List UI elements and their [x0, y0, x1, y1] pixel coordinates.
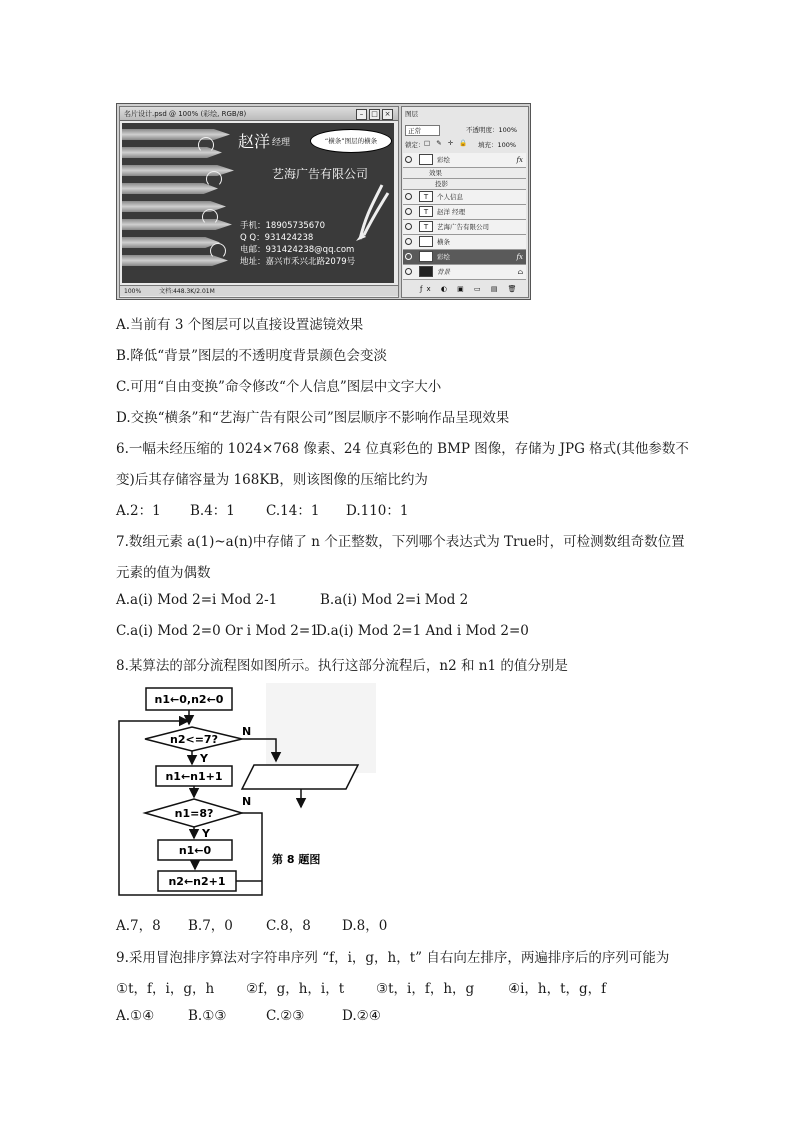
minimize-icon: –: [356, 109, 367, 120]
q5-option-d: D.交换“横条”和“艺海广告有限公司”图层顺序不影响作品呈现效果: [116, 410, 510, 426]
q6-option-c: C.14：1: [266, 503, 320, 519]
q7-stem-line2: 元素的值为偶数: [116, 565, 211, 581]
q9-seq-3: ③t，i，f，h，g: [376, 981, 475, 997]
q6-option-a: A.2：1: [116, 503, 161, 519]
q9-stem: 9.采用冒泡排序算法对字符串序列 “f，i，g，h，t” 自右向左排序，两遍排序后的序列可能为: [116, 950, 670, 966]
layer-thumbnail: [419, 154, 433, 165]
eye-icon[interactable]: [405, 268, 412, 275]
q9-option-d: D.②④: [342, 1008, 381, 1024]
eye-icon[interactable]: [405, 208, 412, 215]
effects-row: [403, 168, 526, 179]
q7-option-b: B.a(i) Mod 2=i Mod 2: [320, 592, 469, 608]
flow-init-text: n1←0,n2←0: [154, 693, 224, 706]
fx-icon: fx: [516, 156, 523, 164]
layers-panel: [401, 106, 529, 298]
card-qq: Q Q：931424238: [240, 233, 314, 243]
q8-option-b: B.7，0: [188, 918, 233, 934]
brush-icon: [352, 175, 392, 245]
card-name: 赵洋: [238, 132, 271, 151]
q6-option-d: D.110：1: [346, 503, 409, 519]
document-title: 名片设计.psd @ 100% (彩绘, RGB/8): [120, 107, 398, 121]
close-icon: ×: [382, 109, 393, 120]
card-email: 电邮：931424238@qq.com: [240, 245, 355, 255]
lock-icon: ⌂: [517, 268, 523, 276]
panel-footer-icons[interactable]: ƒx ◐ ▣ ▭ ▤ 🗑: [420, 285, 521, 293]
q7-stem-line1: 7.数组元素 a(1)~a(n)中存储了 n 个正整数，下列哪个表达式为 True时，可检测数组奇数位置: [116, 534, 685, 550]
callout-bubble: “横条”图层的横条: [310, 129, 392, 153]
eye-icon[interactable]: [405, 253, 412, 260]
q6-stem-line1: 6.一幅未经压缩的 1024×768 像素、24 位真彩色的 BMP 图像，存储为 JPG 格式(其他参数不: [116, 441, 689, 457]
q6-option-b: B.4：1: [190, 503, 235, 519]
q9-option-b: B.①③: [188, 1008, 227, 1024]
layer-row[interactable]: [403, 235, 526, 250]
layers-tab[interactable]: 图层: [405, 110, 418, 118]
opacity-field[interactable]: 不透明度：100%: [466, 126, 518, 134]
text-layer-icon: T: [419, 191, 433, 202]
q8-option-c: C.8，8: [266, 918, 311, 934]
q6-stem-line2: 变)后其存储容量为 168KB，则该图像的压缩比约为: [116, 472, 428, 488]
curl-decoration: [198, 137, 214, 153]
blend-mode-select[interactable]: 正常: [405, 125, 440, 136]
layer-thumbnail: [419, 266, 433, 277]
q8-option-a: A.7，8: [116, 918, 161, 934]
zoom-readout: 100%: [124, 288, 142, 295]
q9-seq-4: ④i，h，t，g，f: [508, 981, 607, 997]
layer-thumbnail: [419, 236, 433, 247]
flow-no-label: N: [242, 725, 252, 738]
fx-icon: fx: [516, 253, 523, 261]
q5-option-c: C.可用“自由变换”命令修改“个人信息”图层中文字大小: [116, 379, 442, 395]
q8-stem: 8.某算法的部分流程图如图所示。执行这部分流程后，n2 和 n1 的值分别是: [116, 658, 568, 674]
photoshop-screenshot: [116, 103, 531, 300]
flowchart: [116, 683, 376, 905]
curl-decoration: [202, 209, 218, 225]
text-layer-icon: T: [419, 221, 433, 232]
layer-name: 个人信息: [437, 193, 463, 201]
flow-no-label: N: [242, 795, 252, 808]
layer-name: 横条: [437, 238, 450, 246]
layer-name: 赵洋 经理: [437, 208, 466, 216]
layer-effect-label: 投影: [435, 180, 448, 188]
layer-row[interactable]: [403, 190, 526, 205]
layer-name: 背景: [437, 268, 450, 276]
flow-cond1-text: n2<=7?: [170, 733, 218, 746]
layer-row-selected[interactable]: [403, 250, 526, 265]
q7-option-d: D.a(i) Mod 2=1 And i Mod 2=0: [316, 623, 529, 639]
fill-field[interactable]: 填充：100%: [478, 141, 517, 149]
flow-yes-label: Y: [202, 827, 210, 840]
layer-row[interactable]: [403, 265, 526, 280]
q5-option-b: B.降低“背景”图层的不透明度背景颜色会变淡: [116, 348, 388, 364]
pencil-stripe: [122, 183, 218, 194]
layer-name: 艺海广告有限公司: [437, 223, 489, 231]
q5-option-a: A.当前有 3 个图层可以直接设置滤镜效果: [116, 317, 364, 333]
curl-decoration: [206, 171, 222, 187]
doc-size-readout: 文档:448.3K/2.01M: [159, 288, 215, 295]
layer-name: 彩绘: [437, 156, 450, 164]
q7-option-c: C.a(i) Mod 2=0 Or i Mod 2=1: [116, 623, 319, 639]
status-bar: [120, 285, 398, 296]
curl-decoration: [210, 243, 226, 259]
q9-seq-2: ②f，g，h，i，t: [246, 981, 345, 997]
q9-option-c: C.②③: [266, 1008, 305, 1024]
maximize-icon: □: [369, 109, 380, 120]
eye-icon[interactable]: [405, 193, 412, 200]
eye-icon[interactable]: [405, 238, 412, 245]
flow-cond2-text: n1=8?: [174, 807, 214, 820]
flow-step2-text: n1←0: [178, 844, 212, 857]
flow-caption: 第 8 题图: [272, 853, 321, 866]
card-phone: 手机：18905735670: [240, 221, 325, 231]
pencil-stripe: [122, 129, 230, 140]
eye-icon[interactable]: [405, 223, 412, 230]
card-address: 地址：嘉兴市禾兴北路2079号: [240, 257, 356, 267]
q8-option-d: D.8，0: [342, 918, 388, 934]
layer-row[interactable]: [403, 153, 526, 168]
flow-yes-label: Y: [200, 752, 208, 765]
q9-option-a: A.①④: [116, 1008, 155, 1024]
text-layer-icon: T: [419, 206, 433, 217]
bleed-area: [266, 683, 376, 773]
layer-effect-label: 效果: [429, 169, 442, 177]
document-window: [119, 106, 399, 298]
card-company: 艺海广告有限公司: [272, 167, 369, 181]
q7-option-a: A.a(i) Mod 2=i Mod 2-1: [116, 592, 278, 608]
business-card: [122, 123, 394, 283]
pencil-stripe: [122, 237, 220, 248]
eye-icon[interactable]: [405, 156, 412, 163]
card-title: 经理: [272, 138, 291, 148]
lock-label: 锁定：: [405, 141, 425, 149]
flow-output-box: [242, 765, 358, 789]
flow-step3-text: n2←n2+1: [168, 875, 226, 888]
lock-icons[interactable]: □ ✎ ✛ 🔒: [424, 139, 470, 147]
effect-row: [403, 179, 526, 190]
flow-step1-text: n1←n1+1: [165, 770, 223, 783]
layer-row[interactable]: [403, 205, 526, 220]
q9-seq-1: ①t，f，i，g，h: [116, 981, 215, 997]
layer-name: 彩绘: [437, 253, 450, 261]
layer-thumbnail: [419, 251, 433, 262]
layer-row[interactable]: [403, 220, 526, 235]
